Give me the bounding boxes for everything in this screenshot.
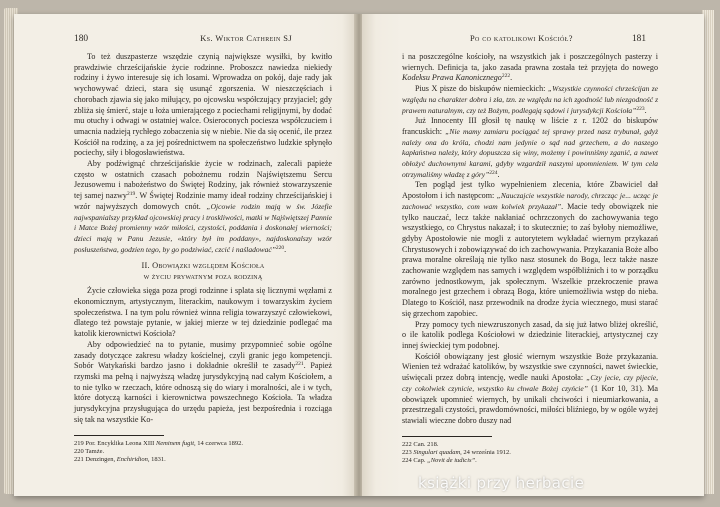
text-run: , 24 września 1912.	[460, 449, 511, 457]
quotation: „Nie mamy zamiaru pociągać tej sprawy przed nasz trybunał, gdyż należy ona do króla, chodzi nam jedynie o sąd nad grzechem, a do naszego kapłaństwa należy, który dopuszcza się winy, możemy i powinniśmy zganić, a nawet obłożyć duchownymi karami, gdyby wzgardził naszymi upomnieniem. W tym cela otrzymaliśmy władzę z góry”	[402, 126, 658, 179]
footnote-ref: 219	[126, 191, 136, 198]
quotation: „Nauczajcie wszystkie narody, chrzcząc je... ucząc je zachować wszystko, com wam kolwiek przykazał”	[402, 191, 658, 211]
text-run: Przy pomocy tych niewzruszonych zasad, da się już łatwo bliżej określić, o ile katolik podlega Kościołowi w dziedzinie literackiej, artystycznej czy innej świeckiej tym podobnej.	[402, 319, 658, 350]
footnote-ref: 224	[489, 169, 498, 176]
left-page-number: 180	[74, 34, 89, 44]
paragraph	[402, 52, 658, 84]
text-run: Ten pogląd jest tylko wypełnieniem zlecenia, które Zbawiciel dał Apostołom i ich następcom:	[402, 180, 658, 201]
text-run: 223	[402, 449, 414, 457]
text-run: .	[284, 244, 287, 254]
text-run: Już Innocenty III głosił tę naukę w liście z r. 1202 do biskupów francuskich:	[402, 116, 658, 136]
italic-text: Enchiridion	[116, 456, 148, 464]
text-run: .	[497, 169, 500, 179]
footnote	[74, 448, 332, 456]
footnote-ref: 222	[501, 73, 511, 80]
text-run: 219 Por. Encyklika Leona XIII	[74, 439, 156, 447]
section-heading-line: II. Obowiązki względem Kościoła	[141, 261, 265, 271]
left-footnotes	[74, 440, 332, 465]
paragraph	[402, 320, 658, 352]
right-page-number: 181	[631, 34, 646, 44]
paragraph	[74, 52, 332, 159]
text-run: 220 Tamże.	[74, 447, 105, 455]
text-run: .	[510, 73, 513, 83]
text-run: To też duszpasterze wszędzie czynią największe wysiłki, by kwitło prawdziwie chrześcijańskie życie rodzinne. Proboszcz nawiedza niekiedy rodziny i żywo interesuje się ich losami. Wprowadza on pokój, daje rady jak wychowywać dzieci, stara się usunąć zgorszenia. W nieszczęściach i chorobach zjawia się jako miłujący, po ojcowsku współczujący przyjaciel; gdy zbliża się śmierć, staje u łoża umierającego z pociechami religijnymi, by dodać mu otuchy i odwagi w ostatniej walce. Osieroconych pociesza współczuciem i umacnia nadzieją rychłego zobaczenia się w niebie. Nie da się ocenić, ile przez Kościół na rodzinę, a za jej pośrednictwem na społeczeństwo ludzkie spłynęło pociechy, siły i błogosławieństwa.	[74, 52, 332, 158]
left-body-text	[74, 52, 332, 426]
footnote	[74, 456, 332, 464]
footnote	[402, 441, 670, 449]
text-run: Kościół obowiązany jest głosić wiernym wszystkie Boże przykazania. Wienien też wdrażać katolików, by wszystkie swe czynności, nawet świeckie, uświęcali przez dobrą intencję, wedle nauki Apostoła:	[402, 351, 658, 383]
right-running-title: Po co katolikowi Kościół?	[470, 34, 573, 43]
footnote	[402, 449, 670, 457]
footnote-rule	[402, 436, 492, 437]
text-run: Aby odpowiedzieć na to pytanie, musimy przypomnieć sobie ogólne zasady dotyczące zakresu władzy kościelnej, czyli granic jego kompetencji. Sobór Watykański bardzo jasno i dokładnie określił te zasady	[74, 339, 332, 371]
text-run: i na poszczególne kościoły, na wszystkich jak i poszczególnych pasterzy i wiernych. Definicja ta, jako zasada prawna została też przyjęta do nowego	[402, 52, 658, 72]
text-run: 224 Cap.	[402, 457, 428, 465]
quotation: „Ojcowie rodzin mają w św. Józefie najwspanialszy przykład ojcowskiej pracy i troskliwości, matki w Najświętszej Pannie i Matce Bożej promienny wzór miłości, czystości, poddania i doskonałej wierności; dzieci mają w Panu Jezusie, «który był im poddany», najdoskonalszy wzór posłuszeństwa, godzien tego, by go podziwiać, czcić i naśladować”	[74, 201, 333, 254]
right-paragraphs	[402, 52, 658, 427]
left-running-title: Ks. Wiktor Cathrein SJ	[200, 34, 292, 43]
left-paragraphs-after	[74, 286, 332, 425]
left-page	[14, 14, 356, 496]
footnote	[402, 457, 670, 465]
paragraph	[402, 352, 658, 427]
footnote-rule	[74, 435, 164, 436]
text-run: , 14 czerwca 1892.	[194, 439, 243, 447]
footnote-ref: 223	[636, 105, 645, 112]
text-run: Aby podźwignąć chrześcijańskie życie w rodzinach, zalecali papieże często w ostatnich czasach pobożnemu rodzin Najświętszemu Sercu Jezusowemu i nabożeństwo do Świętej Rodziny, jak również stowarzyszenie tej samej nazwy	[74, 159, 332, 201]
italic-text: „Novit de iudicis”	[427, 457, 476, 465]
paragraph	[74, 159, 332, 255]
open-book	[14, 14, 704, 496]
paragraph	[402, 116, 658, 180]
paragraph	[74, 286, 332, 340]
text-run: , 1831.	[147, 456, 166, 464]
italic-text: Singulari quadam	[413, 449, 461, 457]
quotation: „Wszystkie czynności chrześcijan ze względu na charakter dobra i zła, tzn. ze względu na ich zgodność lub niezgodność z prawem naturalnym, czy też Bożym, podlegają sądowi i jurysdykcji Kościoła”	[402, 84, 658, 115]
text-run: . Macie tedy obowiązek nie tylko nauczać, lecz także nakłaniać ochrzczonych do zachowywania tego wszystkiego, co Chrystus nakazał; i to skutecznie; to zaś byłoby niemożliwe, gdyby Apostołowie nie mogli z autorytetem wykładać wiernym przykazań Chrystusowych i zobowiązywać do ich zachowywania. Przykazania Boże albo prawa moralne określają nie tylko nasz stosunek do Boga, lecz także nasze zachowanie względem nas samych i względem współbliźnich i to w porządku zarówno jednostkowym, jak społecznym. Wszelkie przekroczenie prawa moralnego jest grzechem i obrazą Boga, które uniemożliwia wstęp do nieba. Dlatego to Kościół, nasz przewodnik na drodze życia wiecznego, musi starać się grzechom zapobiec.	[402, 201, 658, 318]
italic-text: Kodeksu Prawa Kanonicznego	[402, 73, 502, 83]
watermark: książki przy herbacie	[418, 474, 585, 492]
right-body-text	[402, 52, 658, 427]
paragraph	[74, 340, 332, 426]
footnote	[74, 440, 332, 448]
left-paragraphs	[74, 52, 332, 255]
right-running-head	[410, 34, 646, 44]
right-footnotes	[402, 441, 670, 466]
quotation: „Czy jecie, czy pijecie, czy cokolwiek czynicie, wszystko ku chwale Bożej czyńcie”	[402, 373, 658, 393]
italic-text: Neminem fugit	[155, 439, 195, 447]
text-run: .	[475, 457, 477, 465]
section-heading-line: w życiu prywatnym poza rodziną	[143, 271, 263, 281]
text-run: Pius X pisze do biskupów niemieckich:	[415, 84, 548, 94]
right-page	[362, 14, 704, 496]
paragraph	[402, 180, 658, 319]
section-heading	[74, 261, 332, 282]
text-run: Życie człowieka sięga poza progi rodzinne i splata się licznymi węzłami z ekonomicznym, artystycznym, literackim, naukowym i towarzyskim życiem społeczeństwa. I na tym polu również winna religia towarzyszyć człowiekowi, dlatego też powstaje pytanie, w jakiej mierze w tej dziedzinie podlegać ma katolik kierownictwi Kościoła?	[74, 286, 332, 339]
text-run: 222 Can. 218.	[402, 440, 439, 448]
text-run: . Papież rzymski ma pełną i najwyższą władzę jurysdykcyjną nad całym Kościołem, a to nie tylko w rzeczach, które odnoszą się do wiary i moralności, ale i w tych, które dotyczą karności i kierownictwa powszechnego Kościoła. Ta władza jurysdykcyjna przysługująca do urzędu papieża, jest bezpośrednia i rozciąga się tak na wszystkie Ko-	[74, 361, 332, 424]
text-run: .	[644, 105, 647, 115]
text-run: 221 Denzingen,	[74, 456, 117, 464]
text-run: (1 Kor 10, 31). Ma obowiązek upomnieć wiernych, by unikali chciwości i nieumiarkowania, a przestrzegali czystości, prawdomówności, miłości bliźniego, by w ogóle wyżej stawiali wieczne dobro duszy nad	[402, 383, 659, 425]
paragraph	[402, 84, 658, 116]
footnote-ref: 220	[275, 244, 285, 251]
footnote-ref: 221	[295, 361, 304, 368]
text-run: . W Świętej Rodzinie mamy ideał rodziny chrześcijańskiej i wzór najwyższych domowych cnót.	[74, 191, 332, 211]
left-running-head	[74, 34, 332, 44]
